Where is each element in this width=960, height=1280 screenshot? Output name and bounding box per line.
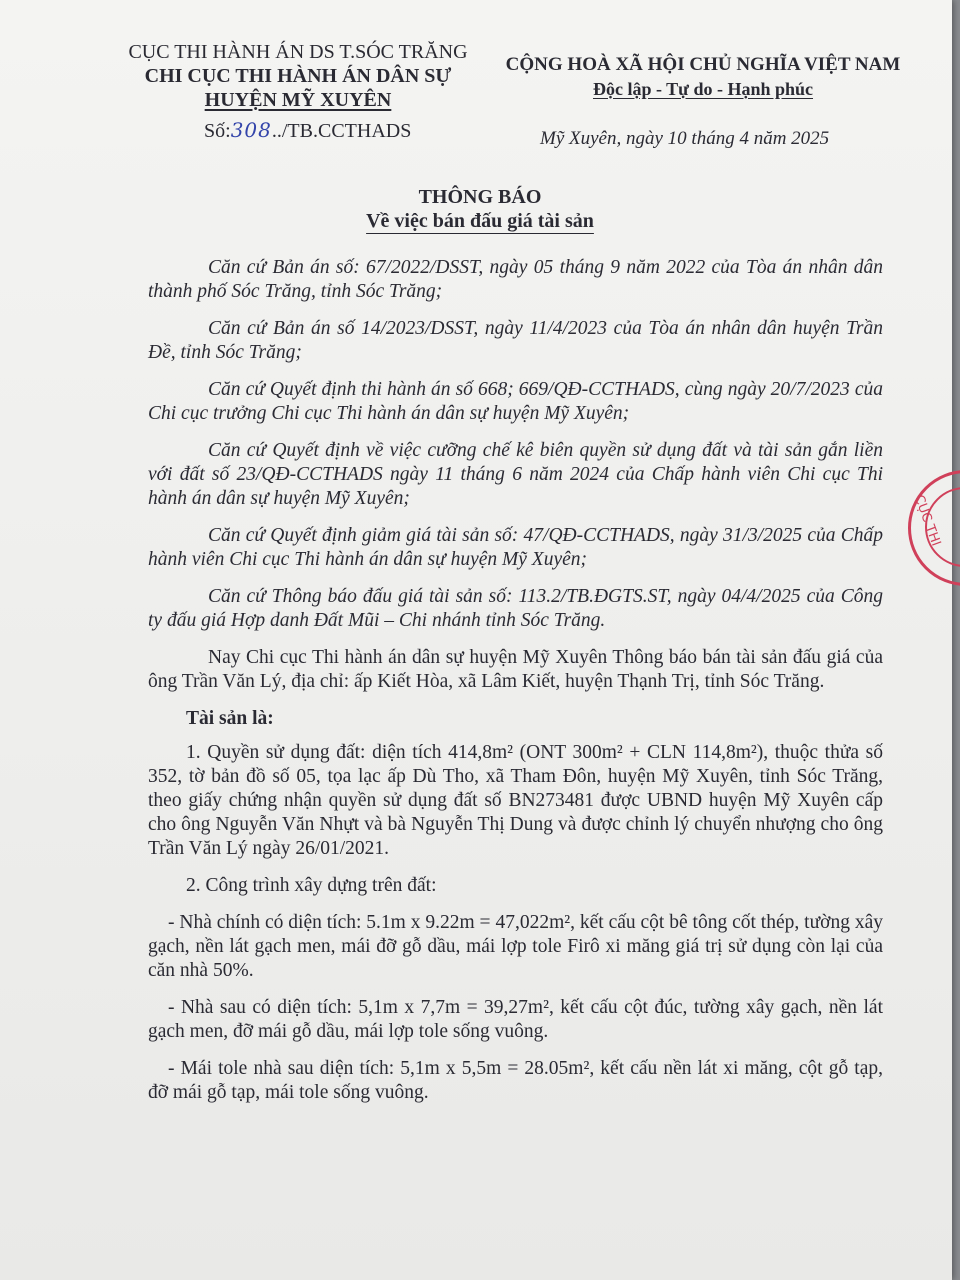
legal-ground: Căn cứ Quyết định thi hành án số 668; 669/QĐ-CCTHADS, cùng ngày 20/7/2023 của Chi cục trưởng Chi cục Thi hành án dân sự huyện Mỹ Xuyên; <box>148 379 883 424</box>
document-number <box>204 118 478 143</box>
national-title: CỘNG HOÀ XÃ HỘI CHỦ NGHĨA VIỆT NAM <box>505 54 901 75</box>
asset-land-use-right: 1. Quyền sử dụng đất: diện tích 414,8m² (ONT 300m² + CLN 114,8m²), thuộc thửa số 352, tờ bản đồ số 05, tọa lạc ấp Dù Tho, xã Tham Đôn, huyện Mỹ Xuyên, tỉnh Sóc Trăng, theo giấy chứng nhận quyền sử dụng đất số BN273481 được UBND huyện Mỹ Xuyên cấp cho ông Nguyễn Văn Nhựt và bà Nguyễn Thị Dung và được chỉnh lý chuyển nhượng cho ông Trần Văn Lý ngày 26/01/2021. <box>148 742 883 859</box>
issuing-agency-header <box>118 40 478 143</box>
handwritten-number: 308 <box>230 118 272 142</box>
national-header <box>488 52 918 102</box>
announcement-paragraph: Nay Chi cục Thi hành án dân sự huyện Mỹ Xuyên Thông báo bán tài sản đấu giá của ông Trần Văn Lý, địa chỉ: ấp Kiết Hòa, xã Lâm Kiết, huyện Thạnh Trị, tỉnh Sóc Trăng. <box>148 647 883 692</box>
assets-heading: Tài sản là: <box>186 708 274 729</box>
asset-construction-item: - Mái tole nhà sau diện tích: 5,1m x 5,5m = 28.05m², kết cấu nền lát xi măng, cột gỗ tạp, đỡ mái gỗ tạp, mái tole sống vuông. <box>148 1058 883 1103</box>
legal-ground: Căn cứ Quyết định về việc cưỡng chế kê biên quyền sử dụng đất và tài sản gắn liền với đất số 23/QĐ-CCTHADS ngày 11 tháng 6 năm 2024 của Chấp hành viên Chi cục Thi hành án dân sự huyện Mỹ Xuyên; <box>148 440 883 509</box>
agency-district: HUYỆN MỸ XUYÊN <box>204 89 392 111</box>
document-subtitle <box>0 210 960 233</box>
legal-ground: Căn cứ Quyết định giảm giá tài sản số: 47/QĐ-CCTHADS, ngày 31/3/2025 của Chấp hành viên Chi cục Thi hành án dân sự huyện Mỹ Xuyên; <box>148 525 883 570</box>
legal-ground: Căn cứ Bản án số: 67/2022/DSST, ngày 05 tháng 9 năm 2022 của Tòa án nhân dân thành phố Sóc Trăng, tỉnh Sóc Trăng; <box>148 257 883 302</box>
document-body <box>148 256 883 1118</box>
number-label: Số: <box>204 120 231 142</box>
red-seal-stamp <box>908 470 960 586</box>
national-motto: Độc lập - Tự do - Hạnh phúc <box>592 79 814 99</box>
asset-construction-heading: 2. Công trình xây dựng trên đất: <box>186 875 437 896</box>
document-title: THÔNG BÁO <box>418 186 542 208</box>
agency-name: CHI CỤC THI HÀNH ÁN DÂN SỰ <box>144 65 452 87</box>
document-date: Mỹ Xuyên, ngày 10 tháng 4 năm 2025 <box>540 128 830 149</box>
legal-ground: Căn cứ Bản án số 14/2023/DSST, ngày 11/4/2023 của Tòa án nhân dân huyện Trần Đề, tỉnh Sóc Trăng; <box>148 318 883 363</box>
number-suffix: ../TB.CCTHADS <box>271 120 412 142</box>
parent-agency: CỤC THI HÀNH ÁN DS T.SÓC TRĂNG <box>128 41 468 63</box>
seal-text: CỤC THI <box>910 493 944 549</box>
subtitle-text: Về việc bán đấu giá tài sản <box>366 210 594 232</box>
asset-construction-item: - Nhà chính có diện tích: 5.1m x 9.22m = 47,022m², kết cấu cột bê tông cốt thép, tường xây gạch, nền lát gạch men, mái đỡ gỗ dầu, mái lợp tole Firô xi măng giá trị sử dụng còn lại của căn nhà 50%. <box>148 912 883 981</box>
legal-ground: Căn cứ Thông báo đấu giá tài sản số: 113.2/TB.ĐGTS.ST, ngày 04/4/2025 của Công ty đấu giá Hợp danh Đất Mũi – Chi nhánh tỉnh Sóc Trăng. <box>148 586 883 631</box>
asset-construction-item: - Nhà sau có diện tích: 5,1m x 7,7m = 39,27m², kết cấu cột đúc, tường xây gạch, nền lát gạch men, đỡ mái gỗ dầu, mái lợp tole sống vuông. <box>148 997 883 1042</box>
